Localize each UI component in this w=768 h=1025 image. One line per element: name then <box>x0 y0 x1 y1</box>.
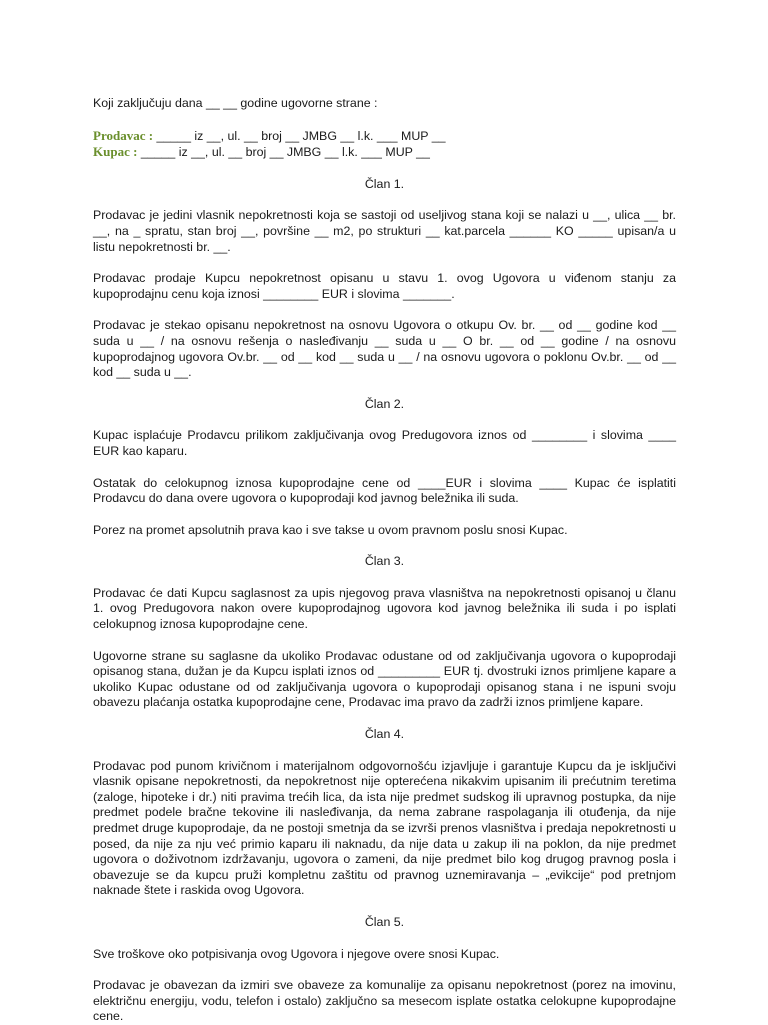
intro-line: Koji zaključuju dana __ __ godine ugovorne strane : <box>93 96 378 110</box>
article-4-paragraph-1: Prodavac pod punom krivičnom i materijalnom odgovornošću izjavljuje i garantuje Kupcu da je isključivi vlasnik opisane nepokretnosti, da nepokretnost nije opterećena nikakvim upisanim ili prećutnim teretima (zaloge, hipoteke i dr.) niti pravima trećih lica, da ista nije predmet sudskog ili upravnog postupka, da nije predmet podele bračne tekovine ili nasleđivanja, da nema zabrane raspolaganja ili otuđenja, da nije predmet druge kupoprodaje, da ne postoji smetnja da se izvrši prenos vlasništva i predaja nepokretnosti u posed, da nije za nju već primio kaparu ili naknadu, da nije data u zakup ili na poklon, da nije predmet ugovora o doživotnom izdržavanju, ugovora o zameni, da nije predmet bilo kog drugog pravnog posla i obavezuje se da kupcu pruži kompletnu zaštitu od pravnog uznemiravanja – „evikcije“ pod pretnjom naknade štete i raskida ovog Ugovora. <box>93 758 676 898</box>
article-2-paragraph-2: Ostatak do celokupnog iznosa kupoprodajne cene od ____EUR i slovima ____ Kupac će isplatiti Prodavcu do dana overe ugovora o kupoprodaji kod javnog beležnika ili suda. <box>93 475 676 506</box>
article-1-paragraph-2: Prodavac prodaje Kupcu nepokretnost opisanu u stavu 1. ovog Ugovora u viđenom stanju za kupoprodajnu cenu koja iznosi ________ EUR i slovima _______. <box>93 271 676 301</box>
party-label-buyer: Kupac : <box>93 144 138 160</box>
party-details-seller: _____ iz __, ul. __ broj __ JMBG __ l.k. ___ MUP __ <box>153 128 446 143</box>
party-seller <box>93 128 676 145</box>
parties-block <box>93 128 676 161</box>
party-details-buyer: _____ iz __, ul. __ broj __ JMBG __ l.k. ___ MUP __ <box>137 145 430 160</box>
party-label-seller: Prodavac : <box>93 127 154 143</box>
article-1-paragraph-1: Prodavac je jedini vlasnik nepokretnosti koja se sastoji od useljivog stana koji se nalazi u __, ulica __ br. __, na _ spratu, stan broj __, površine __ m2, po strukturi __ kat.parcela ______ KO _____ upisan/a u listu nepokretnosti br. __. <box>93 208 676 254</box>
article-5-paragraph-2: Prodavac je obavezan da izmiri sve obaveze za komunalije za opisanu nepokretnost (porez na imovinu, električnu energiju, vodu, telefon i ostalo) zaključno sa mesecom isplate ostatka celokupne kupoprodajne cene. <box>93 978 676 1024</box>
article-2-paragraph-3: Porez na promet apsolutnih prava kao i sve takse u ovom pravnom poslu snosi Kupac. <box>93 522 568 537</box>
article-heading-2: Član 2. <box>364 396 405 411</box>
article-heading-3: Član 3. <box>364 554 405 569</box>
article-1-paragraph-3: Prodavac je stekao opisanu nepokretnost na osnovu Ugovora o otkupu Ov. br. __ od __ godine kod __ suda u __ / na osnovu rešenja o nasleđivanju __ suda u __ O br. __ od __ godine / na osnovu kupoprodajnog ugovora Ov.br. __ od __ kod __ suda u __ / na osnovu ugovora o poklonu Ov.br. __ od __ kod __ suda u __. <box>93 318 676 380</box>
article-3-paragraph-2: Ugovorne strane su saglasne da ukoliko Prodavac odustane od od zaključivanja ugovora o kupoprodaji opisanog stana, dužan je da Kupcu isplati iznos od _________ EUR tj. dvostruki iznos primljene kapare a ukoliko Kupac odustane od od zaključivanja ugovora o kupoprodaji opisanog stana i ne ispuni svoju obavezu plaćanja ostatka kupoprodajne cene, Prodavac ima pravo da zadrži iznos primljene kapare. <box>93 648 676 710</box>
article-3-paragraph-1: Prodavac će dati Kupcu saglasnost za upis njegovog prava vlasništva na nepokretnosti opisanoj u članu 1. ovog Predugovora nakon overe kupoprodajnog ugovora kod javnog beležnika ili suda i po isplati celokupnog iznosa kupoprodajne cene. <box>93 585 676 632</box>
article-heading-1: Član 1. <box>364 176 405 191</box>
article-heading-4: Član 4. <box>364 727 405 742</box>
article-heading-5: Član 5. <box>364 914 405 929</box>
party-buyer <box>93 144 676 161</box>
article-2-paragraph-1: Kupac isplaćuje Prodavcu prilikom zaključivanja ovog Predugovora iznos od ________ i slovima ____ EUR kao kaparu. <box>93 428 676 458</box>
article-5-paragraph-1: Sve troškove oko potpisivanja ovog Ugovora i njegove overe snosi Kupac. <box>93 946 500 961</box>
